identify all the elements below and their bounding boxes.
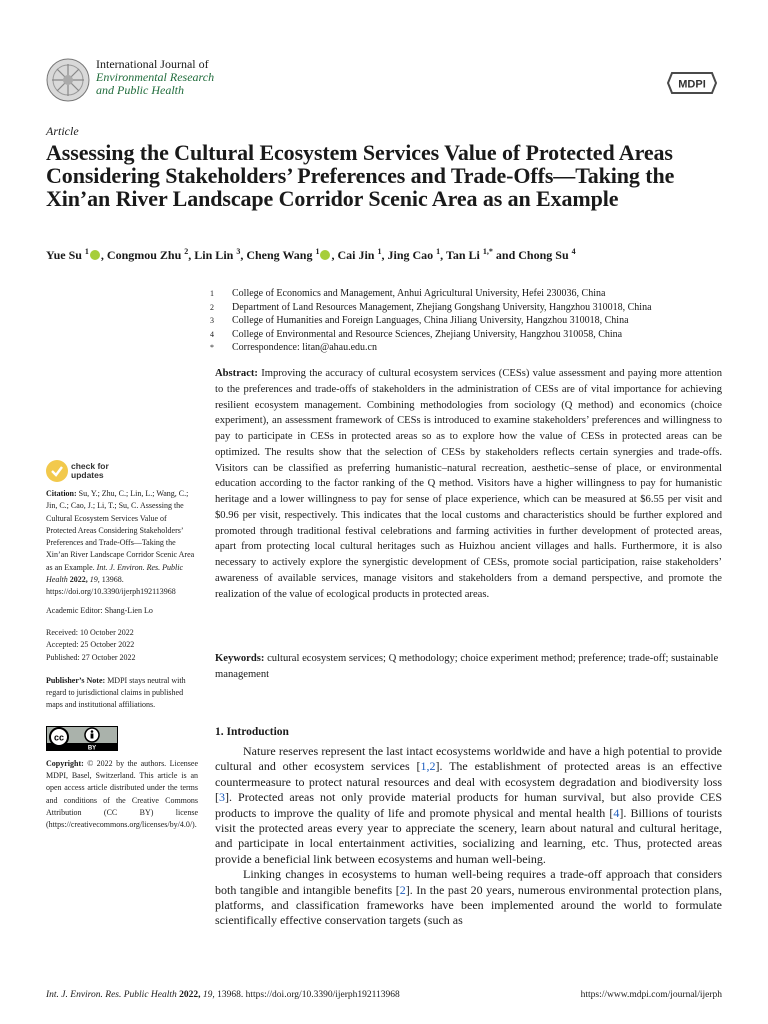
dates bbox=[46, 627, 198, 664]
author-name[interactable]: Chong Su bbox=[518, 248, 569, 262]
footer-citation bbox=[46, 990, 400, 1000]
svg-text:cc: cc bbox=[53, 732, 65, 743]
received-date: Received: 10 October 2022 bbox=[46, 627, 134, 637]
affiliation-item bbox=[210, 328, 730, 342]
mdpi-logo-text: MDPI bbox=[678, 78, 706, 91]
citation-link[interactable]: 1,2 bbox=[420, 759, 436, 774]
author-name[interactable]: Tan Li bbox=[445, 248, 480, 262]
journal-name-line3: and Public Health bbox=[96, 83, 184, 97]
abstract-label: Abstract: bbox=[215, 368, 258, 379]
author-name[interactable]: Congmou Zhu bbox=[106, 248, 182, 262]
footer-volume: 19, bbox=[202, 990, 215, 1000]
author-affiliation-number: 1 bbox=[84, 247, 89, 256]
published-date: Published: 27 October 2022 bbox=[46, 652, 136, 662]
article-title: Assessing the Cultural Ecosystem Services Value of Protected Areas Considering Stakeholders’ Preferences and Trade-Offs—Taking the Xin’an River Landscape Corridor Scenic Area as an Example bbox=[46, 140, 675, 211]
check-for-updates-button[interactable] bbox=[46, 460, 146, 484]
sidebar bbox=[46, 488, 198, 832]
journal-name bbox=[96, 58, 214, 97]
affiliation-text: Department of Land Resources Management, Zhejiang Gongshang University, Hangzhou 310018, China bbox=[232, 301, 652, 313]
article-type: Article bbox=[46, 124, 79, 138]
citation-doi-link[interactable]: 13968. https://doi.org/10.3390/ijerph192113968 bbox=[46, 575, 176, 597]
author-name[interactable]: Yue Su bbox=[46, 248, 82, 262]
publisher-note-text: MDPI stays neutral with regard to jurisdictional claims in published maps and institutional affiliations. bbox=[46, 675, 186, 710]
affiliations bbox=[210, 287, 730, 355]
citation-link[interactable]: 3 bbox=[219, 790, 225, 805]
citation-link[interactable]: 2 bbox=[399, 882, 406, 897]
affiliation-number: 4 bbox=[210, 329, 214, 339]
affiliation-item bbox=[210, 301, 730, 315]
intro-paragraph-1: Nature reserves represent the last intact ecosystems worldwide and have a high potential to provide cultural and other ecosystem services [1,2]. The establishment of protected areas is an effective countermeasure to protect natural resources and deal with ecosystem degradation and biodiversity loss [3]. Protected areas not only provide material products for human survival, but also provide CES products to improve the quality of life and promote physical and mental health [4]. Billions of tourists visit the protected areas every year to appreciate the scenery, learn about natural and cultural heritage, and participate in local entertainment activities, socializing and learning, etc. Thus, protected areas provide a beneficial link between ecosystems and human well-being. bbox=[215, 744, 723, 866]
check-updates-line1: check for bbox=[71, 461, 109, 471]
author-affiliation-number: 4 bbox=[571, 247, 576, 256]
affiliation-text: College of Humanities and Foreign Languages, China Jiliang University, Hangzhou 310018, China bbox=[232, 315, 629, 326]
academic-editor: Academic Editor: Shang-Lien Lo bbox=[46, 605, 153, 615]
section-heading-introduction: 1. Introduction bbox=[215, 726, 289, 738]
affiliation-text[interactable]: Correspondence: litan@ahau.edu.cn bbox=[232, 342, 377, 353]
citation-link[interactable]: 4 bbox=[613, 805, 620, 820]
citation-text: Su, Y.; Zhu, C.; Lin, L.; Wang, C.; Jin, C.; Cao, J.; Li, T.; Su, C. Assessing the Cultural Ecosystem Services Value of Protected Areas Considering Stakeholders’ Preferences and Trade-Offs—Taking the Xin’an River Landscape Corridor Scenic Area as an Example. bbox=[46, 489, 195, 572]
affiliation-item bbox=[210, 287, 730, 301]
keywords-text: cultural ecosystem services; Q methodology; choice experiment method; preference; trade-off; sustainable management bbox=[215, 653, 719, 680]
author-affiliation-number: 3 bbox=[236, 247, 241, 256]
affiliation-text: College of Economics and Management, Anhui Agricultural University, Hefei 230036, China bbox=[232, 288, 606, 299]
citation bbox=[46, 488, 198, 599]
mdpi-logo-icon bbox=[666, 70, 718, 96]
publisher-note-label: Publisher’s Note: bbox=[46, 675, 106, 685]
affiliation-text: College of Environmental and Resource Sciences, Zhejiang University, Hangzhou 310058, China bbox=[232, 328, 623, 340]
affiliation-number: * bbox=[210, 343, 214, 352]
affiliation-number: 2 bbox=[210, 302, 214, 312]
citation-volume: 19, bbox=[89, 575, 100, 585]
citation-year: 2022, bbox=[69, 575, 88, 585]
journal-name-line2: Environmental Research bbox=[96, 70, 215, 84]
author-name[interactable]: Lin Lin bbox=[194, 248, 234, 262]
footer-doi-link[interactable]: 13968. https://doi.org/10.3390/ijerph192113968 bbox=[217, 990, 400, 1000]
publisher-note bbox=[46, 675, 198, 712]
footer-year: 2022, bbox=[179, 990, 201, 1000]
citation-journal: Int. J. Environ. Res. Public Health bbox=[46, 562, 184, 585]
abstract-text: Improving the accuracy of cultural ecosystem services (CESs) value assessment and paying more attention to the preferences and trade-offs of stakeholders in the administration of CESs are of vital importance for achieving resilient ecosystem management. Combining methodologies from sociology (Q method) and economics (choice experiment), an assessment framework of CESs is introduced to examine stakeholders’ preferences and willingness to pay to participate in CESs in protected areas so as to explore how the value of CESs in protected areas can be optimized. The results show that the selection of CESs by stakeholders reflects certain synergies and trade-offs. Visitors can be classified as preferring humanistic–natural recreation, aesthetic–sense of place, or environmental education according to the factor ranking of the Q method. Visitors have a higher willingness to pay for humanistic heritage and a lower willingness to pay for sense of place experience, which can be measured at $6.55 per visit and $0.96 per visit, respectively. This indicates that the local customs and characteristics should be further explored and promoted through traditional festival celebrations and farming activities in further development of protected areas, apart from protecting local cultural heritages such as Huizhou ancient villages and halls. Furthermore, it is also necessary to actively explore the synergistic development of CESs, promote social participation, raise stakeholders’ awareness of available services, manage visitors and stakeholders from a demand perspective, and promote the realization of the value of ecological products in protected areas. bbox=[215, 368, 722, 600]
citation-label: Citation: bbox=[46, 489, 77, 498]
affiliation-number: 1 bbox=[210, 289, 214, 298]
author-affiliation-number: 2 bbox=[184, 247, 189, 256]
author-affiliation-number: 1 bbox=[315, 247, 320, 256]
check-updates-line2: updates bbox=[71, 470, 104, 480]
keywords bbox=[215, 651, 722, 683]
copyright-text: © 2022 by the authors. Licensee MDPI, Basel, Switzerland. This article is an open access article distributed under the terms and conditions of the Creative Commons Attribution (CC BY) license (https://creativecommons.org/licenses/by/4.0/). bbox=[46, 758, 199, 830]
cc-by-license-icon[interactable] bbox=[46, 726, 118, 751]
copyright bbox=[46, 758, 198, 832]
orcid-icon[interactable] bbox=[90, 250, 100, 260]
footer-journal: Int. J. Environ. Res. Public Health bbox=[46, 990, 177, 1000]
introduction-body bbox=[215, 744, 722, 929]
affiliation-item bbox=[210, 314, 730, 328]
journal-logo-icon bbox=[46, 58, 90, 102]
cc-by-badge-text: BY bbox=[87, 745, 97, 751]
author-list: Yue Su $^1$ , Congmou Zhu $^2$, Lin Lin $^3$, Cheng Wang $^1$ , Cai Jin $^1$, Jing Cao $^1$, Tan Li $^{1,*}$ and Chong Su $^4$ bbox=[46, 247, 576, 262]
accepted-date: Accepted: 25 October 2022 bbox=[46, 640, 135, 650]
copyright-label: Copyright: bbox=[46, 758, 84, 768]
author-name[interactable]: Cheng Wang bbox=[246, 248, 313, 262]
author-name[interactable]: Jing Cao bbox=[387, 248, 434, 262]
journal-name-line1: International Journal of bbox=[96, 57, 209, 71]
footer-journal-url[interactable]: https://www.mdpi.com/journal/ijerph bbox=[580, 990, 722, 1000]
orcid-icon[interactable] bbox=[320, 250, 330, 260]
check-updates-icon bbox=[46, 460, 68, 482]
keywords-label: Keywords: bbox=[215, 653, 265, 664]
intro-paragraph-2: Linking changes in ecosystems to human well-being requires a trade-off approach that considers both tangible and intangible benefits [2]. In the past 20 years, numerous environmental protection plans, platforms, and classification frameworks have been implemented around the world to formulate scientifically effective conservation targets (such as bbox=[215, 867, 722, 928]
author-affiliation-number: 1 bbox=[377, 247, 382, 256]
affiliation-item bbox=[210, 341, 730, 355]
author-name[interactable]: Cai Jin bbox=[337, 248, 375, 262]
affiliation-number: 3 bbox=[210, 316, 214, 325]
abstract bbox=[215, 366, 722, 602]
author-affiliation-number: 1 bbox=[436, 247, 441, 256]
author-affiliation-number: 1,* bbox=[482, 247, 493, 256]
